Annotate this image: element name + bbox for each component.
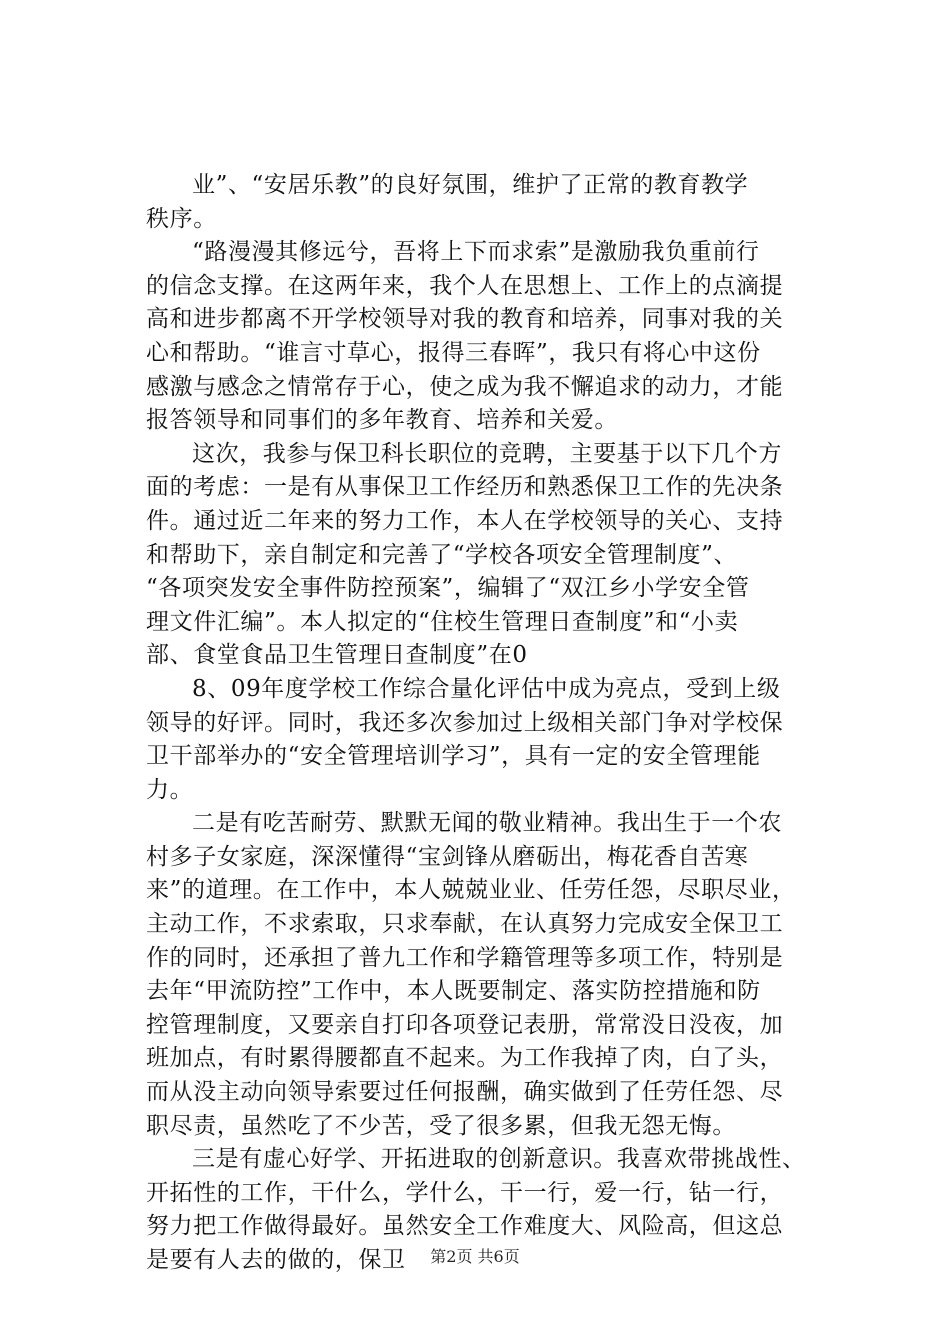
text-line: 部、食堂食品卫生管理日查制度”在0 [146, 642, 528, 669]
document-body [146, 169, 818, 1278]
text-line: 开拓性的工作，干什么，学什么，干一行，爱一行，钻一行， [146, 1179, 784, 1206]
text-line: 面的考虑：一是有从事保卫工作经历和熟悉保卫工作的先决条 [146, 474, 784, 501]
text-line: 控管理制度，又要亲自打印各项登记表册，常常没日没夜，加 [146, 1011, 784, 1038]
text-line: 卫干部举办的“安全管理培训学习”，具有一定的安全管理能 [146, 743, 761, 770]
text-line: 业”、“安居乐教”的良好氛围，维护了正常的教育教学 [192, 172, 749, 198]
text-line: 是要有人去的做的，保卫 [146, 1247, 406, 1273]
text-line: “各项突发安全事件防控预案”，编辑了“双江乡小学安全管 [146, 575, 750, 602]
text-line: 努力把工作做得最好。虽然安全工作难度大、风险高，但这总 [146, 1213, 784, 1240]
text-line: 而从没主动向领导索要过任何报酬，确实做到了任劳任怨、尽 [146, 1079, 784, 1106]
text-line: 二是有吃苦耐劳、默默无闻的敬业精神。我出生于一个农 [192, 810, 782, 837]
text-line: 件。通过近二年来的努力工作，本人在学校领导的关心、支持 [146, 507, 784, 534]
text-line: 报答领导和同事们的多年教育、培养和关爱。 [146, 407, 618, 434]
text-line: 和帮助下，亲自制定和完善了“学校各项安全管理制度”、 [146, 541, 738, 568]
text-line: 村多子女家庭，深深懂得“宝剑锋从磨砺出，梅花香自苦寒 [146, 843, 749, 870]
text-line: 心和帮助。“谁言寸草心，报得三春晖”，我只有将心中这份 [146, 339, 761, 366]
text-line: 理文件汇编”。本人拟定的“住校生管理日查制度”和“小卖 [146, 608, 739, 635]
text-line: 职尽责，虽然吃了不少苦，受了很多累，但我无怨无悔。 [146, 1112, 736, 1139]
text-line: 来”的道理。在工作中，本人兢兢业业、任劳任怨，尽职尽业， [146, 877, 796, 904]
text-line: 主动工作，不求索取，只求奉献，在认真努力完成安全保卫工 [146, 911, 784, 938]
text-line: 高和进步都离不开学校领导对我的教育和培养，同事对我的关 [146, 306, 784, 333]
text-line: 感激与感念之情常存于心，使之成为我不懈追求的动力，才能 [146, 373, 784, 400]
text-line: 作的同时，还承担了普九工作和学籍管理等多项工作，特别是 [146, 944, 784, 971]
text-line: 三是有虚心好学、开拓进取的创新意识。我喜欢带挑战性、 [192, 1146, 806, 1173]
text-line: 去年“甲流防控”工作中，本人既要制定、落实防控措施和防 [146, 978, 761, 1005]
page-footer: 第2页 共6页 [430, 1247, 520, 1266]
text-line: 班加点，有时累得腰都直不起来。为工作我掉了肉，白了头， [146, 1045, 784, 1072]
text-line: 的信念支撑。在这两年来，我个人在思想上、工作上的点滴提 [146, 272, 784, 299]
text-line: “路漫漫其修远兮，吾将上下而求索”是激励我负重前行 [192, 239, 760, 266]
text-line: 力。 [146, 776, 194, 803]
text-line: 领导的好评。同时，我还多次参加过上级相关部门争对学校保 [146, 709, 784, 736]
text-line: 这次，我参与保卫科长职位的竞聘，主要基于以下几个方 [192, 440, 782, 467]
text-line: 8、09年度学校工作综合量化评估中成为亮点，受到上级 [192, 675, 781, 702]
text-line: 秩序。 [146, 205, 217, 232]
